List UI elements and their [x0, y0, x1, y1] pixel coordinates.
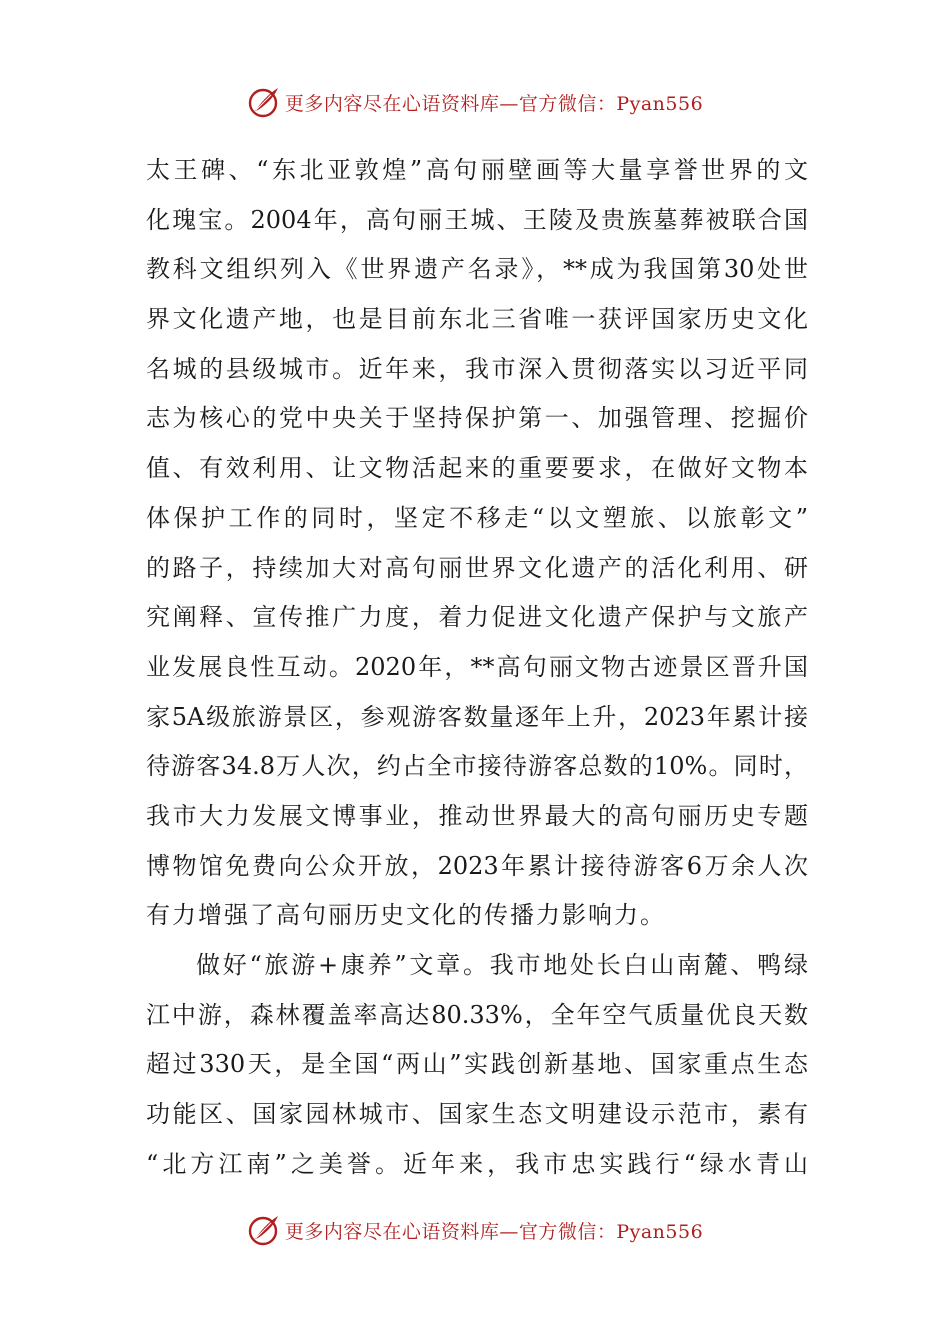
- text-line: “北方江南”之美誉。近年来，我市忠实践行“绿水青山: [146, 1149, 808, 1178]
- text-line: 究阐释、宣传推广力度，着力促进文化遗产保护与文旅产: [146, 603, 808, 632]
- header-banner: [0, 80, 950, 124]
- text-line: 家5A级旅游景区，参观游客数量逐年上升，2023年累计接: [146, 702, 808, 731]
- text-line: 体保护工作的同时，坚定不移走“以文塑旅、以旅彰文”: [146, 503, 808, 532]
- text-line: 做好“旅游+康养”文章。我市地处长白山南麓、鸭绿: [196, 951, 808, 979]
- footer-banner-text: 更多内容尽在心语资料库—官方微信：Pyan556: [284, 1220, 704, 1243]
- text-line: 化瑰宝。2004年，高句丽王城、王陵及贵族墓葬被联合国: [146, 205, 808, 234]
- feather-pen-logo-icon: [247, 1213, 281, 1247]
- feather-pen-logo-icon: [247, 85, 281, 119]
- text-line: 超过330天，是全国“两山”实践创新基地、国家重点生态: [146, 1050, 808, 1079]
- header-banner-text: 更多内容尽在心语资料库—官方微信：Pyan556: [284, 92, 704, 115]
- text-line: 志为核心的党中央关于坚持保护第一、加强管理、挖掘价: [146, 404, 808, 433]
- text-line: 值、有效利用、让文物活起来的重要要求，在做好文物本: [146, 454, 808, 483]
- paragraph-2: [146, 941, 808, 1189]
- text-line: 待游客34.8万人次，约占全市接待游客总数的10%。同时，: [146, 752, 808, 781]
- text-line: 教科文组织列入《世界遗产名录》，**成为我国第30处世: [146, 255, 808, 284]
- footer-banner: [0, 1208, 950, 1252]
- text-line: 我市大力发展文博事业，推动世界最大的高句丽历史专题: [146, 801, 808, 830]
- text-line: 名城的县级城市。近年来，我市深入贯彻落实以习近平同: [146, 354, 808, 383]
- text-line: 江中游，森林覆盖率高达80.33%，全年空气质量优良天数: [146, 1000, 808, 1029]
- text-line: 业发展良性互动。2020年，**高句丽文物古迹景区晋升国: [146, 652, 808, 681]
- text-line: 界文化遗产地，也是目前东北三省唯一获评国家历史文化: [146, 305, 808, 334]
- text-line: 博物馆免费向公众开放，2023年累计接待游客6万余人次: [146, 851, 808, 880]
- text-line: 太王碑、“东北亚敦煌”高句丽壁画等大量享誉世界的文: [146, 156, 808, 184]
- paragraph-1: [146, 146, 808, 941]
- document-body: [146, 146, 808, 1189]
- text-line: 功能区、国家园林城市、国家生态文明建设示范市，素有: [146, 1100, 808, 1129]
- text-line: 有力增强了高句丽历史文化的传播力影响力。: [146, 901, 666, 930]
- text-line: 的路子，持续加大对高句丽世界文化遗产的活化利用、研: [146, 553, 808, 582]
